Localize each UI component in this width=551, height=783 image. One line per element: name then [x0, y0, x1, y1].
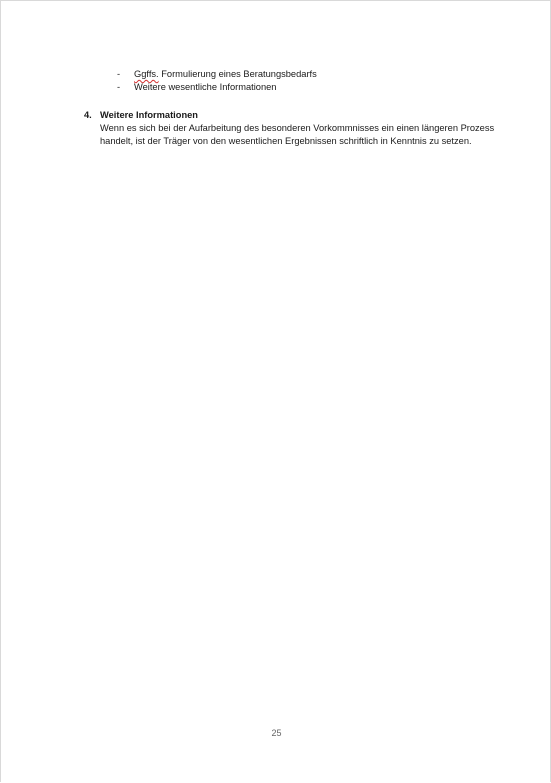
body-line: handelt, ist der Träger von den wesentlichen Ergebnissen schriftlich in Kenntnis zu setzen.: [100, 136, 472, 146]
list-item-text: Weitere wesentliche Informationen: [134, 82, 277, 92]
section-number: 4.: [84, 110, 92, 120]
section-heading: [84, 109, 514, 122]
section-title: Weitere Informationen: [100, 110, 198, 120]
misspelled-word[interactable]: Ggffs.: [134, 69, 159, 79]
bullet-marker: -: [117, 82, 121, 92]
bullet-marker: -: [117, 69, 121, 79]
bullet-list: [117, 68, 317, 94]
section-body: [100, 122, 514, 148]
section-weitere-informationen: [84, 109, 514, 148]
list-item-rest: Formulierung eines Beratungsbedarfs: [158, 69, 317, 79]
page-number: 25: [271, 728, 282, 738]
list-item: [117, 68, 317, 81]
list-item: [117, 81, 317, 94]
list-item-text: [134, 68, 317, 81]
body-line: Wenn es sich bei der Aufarbeitung des besonderen Vorkommnisses ein einen längeren Prozess: [100, 123, 495, 133]
